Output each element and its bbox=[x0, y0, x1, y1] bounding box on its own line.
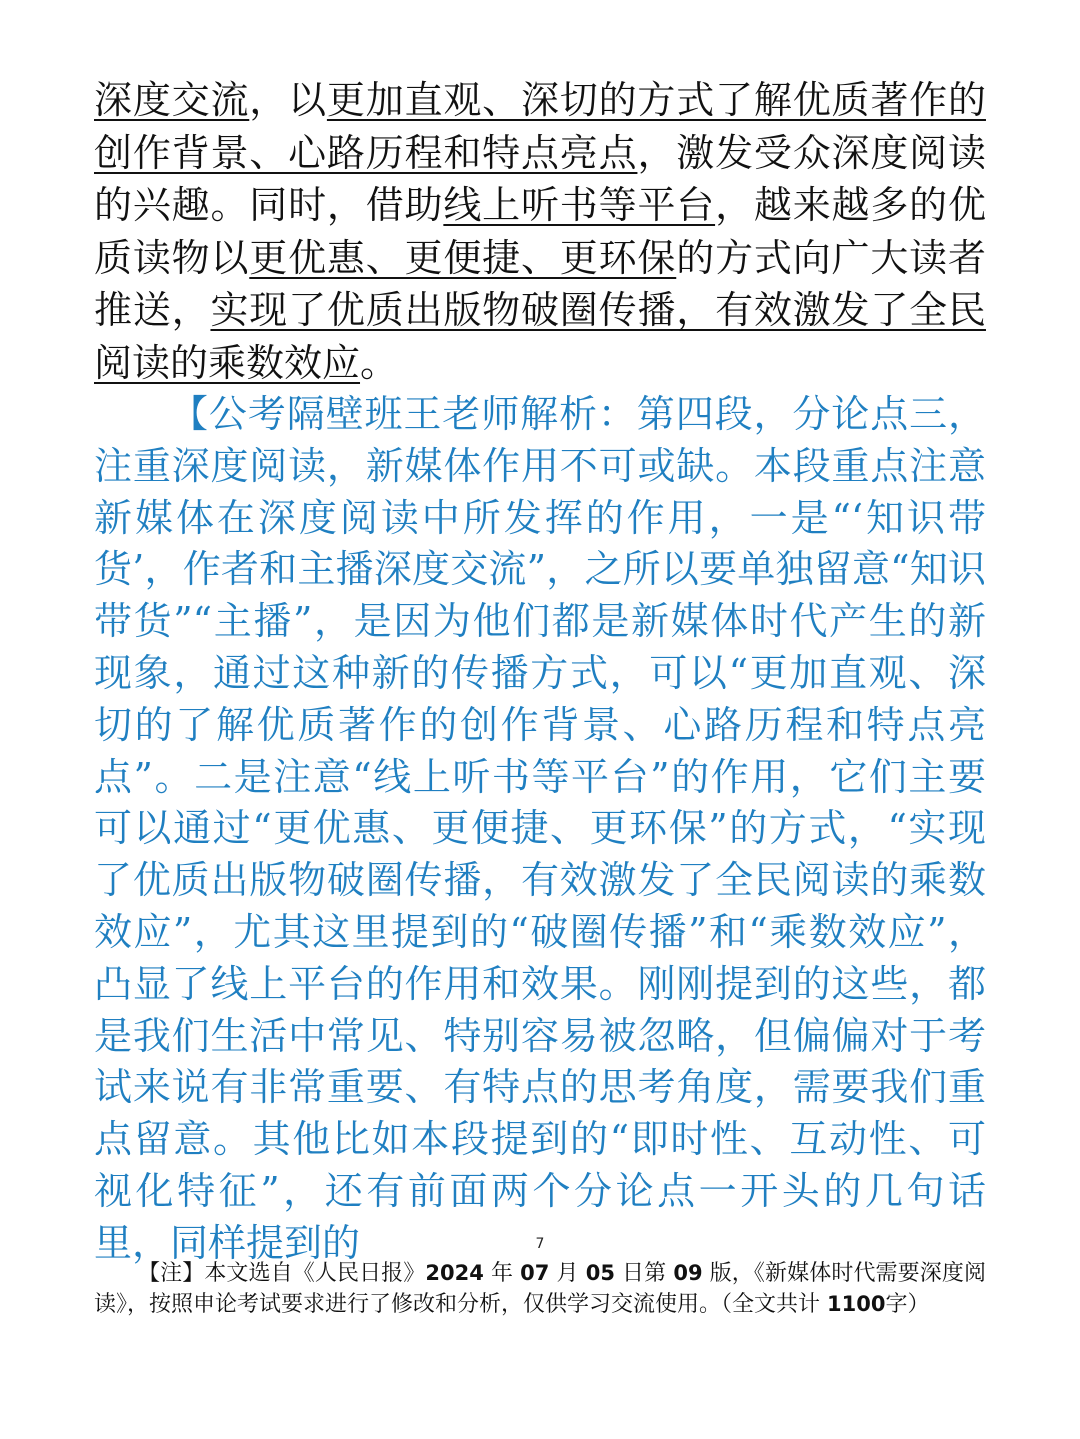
footnote-month: 07 bbox=[520, 1261, 550, 1285]
document-page bbox=[94, 74, 986, 1270]
text-span: 。 bbox=[360, 340, 399, 385]
text-span: ，以 bbox=[249, 78, 327, 122]
text-span: ，激发受众深度阅读的兴趣。同时，借助 bbox=[94, 130, 986, 227]
footnote-day: 05 bbox=[585, 1261, 615, 1285]
underlined-phrase: 更加直观、深切的方式了解优质著作的创作背景、心路历程和特点亮点 bbox=[94, 78, 986, 175]
underlined-phrase: 线上听书等平台 bbox=[443, 183, 716, 227]
underlined-phrase: 实现了优质出版物破圈传播，有效激发了全民阅读的乘数效应 bbox=[94, 288, 986, 385]
underlined-phrase: 深度交流 bbox=[94, 78, 250, 122]
footnote-text: 月 bbox=[549, 1261, 586, 1286]
footnote-year: 2024 bbox=[425, 1261, 484, 1285]
footnote-word-count: 1100 bbox=[827, 1292, 886, 1316]
footnote bbox=[94, 1258, 986, 1320]
page-number: 7 bbox=[535, 1236, 545, 1252]
main-paragraph bbox=[94, 74, 986, 389]
footnote-text: 日第 bbox=[614, 1261, 674, 1286]
footnote-text: 字） bbox=[885, 1292, 930, 1317]
footnote-edition: 09 bbox=[673, 1261, 703, 1285]
footnote-text: 年 bbox=[483, 1261, 521, 1286]
footnote-text: 版，《新媒体时代需要深度阅读》，按照申论考试要求进行了修改和分析，仅供学习交流使用。（全文共计 bbox=[94, 1261, 986, 1317]
analysis-paragraph: 【公考隔壁班王老师解析：第四段，分论点三，注重深度阅读，新媒体作用不可或缺。本段重点注意新媒体在深度阅读中所发挥的作用，一是“‘知识带货’，作者和主播深度交流”，之所以要单独留意“知识带货”“主播”，是因为他们都是新媒体时代产生的新现象，通过这种新的传播方式，可以“更加直观、深切的了解优质著作的创作背景、心路历程和特点亮点”。二是注意“线上听书等平台”的作用，它们主要可以通过“更优惠、更便捷、更环保”的方式，“实现了优质出版物破圈传播，有效激发了全民阅读的乘数效应”，尤其这里提到的“破圈传播”和“乘数效应”，凸显了线上平台的作用和效果。刚刚提到的这些，都是我们生活中常见、特别容易被忽略，但偏偏对于考试来说有非常重要、有特点的思考角度，需要我们重点留意。其他比如本段提到的“即时性、互动性、可视化特征”，还有前面两个分论点一开头的几句话里，同样提到的 bbox=[94, 392, 986, 1265]
text-span: ，越来越多的优质读物以 bbox=[94, 183, 986, 280]
footnote-text: 【注】本文选自《人民日报》 bbox=[138, 1261, 426, 1286]
text-span: 的方式向广大读者推送， bbox=[94, 235, 986, 332]
underlined-phrase: 更优惠、更便捷、更环保 bbox=[249, 235, 677, 280]
